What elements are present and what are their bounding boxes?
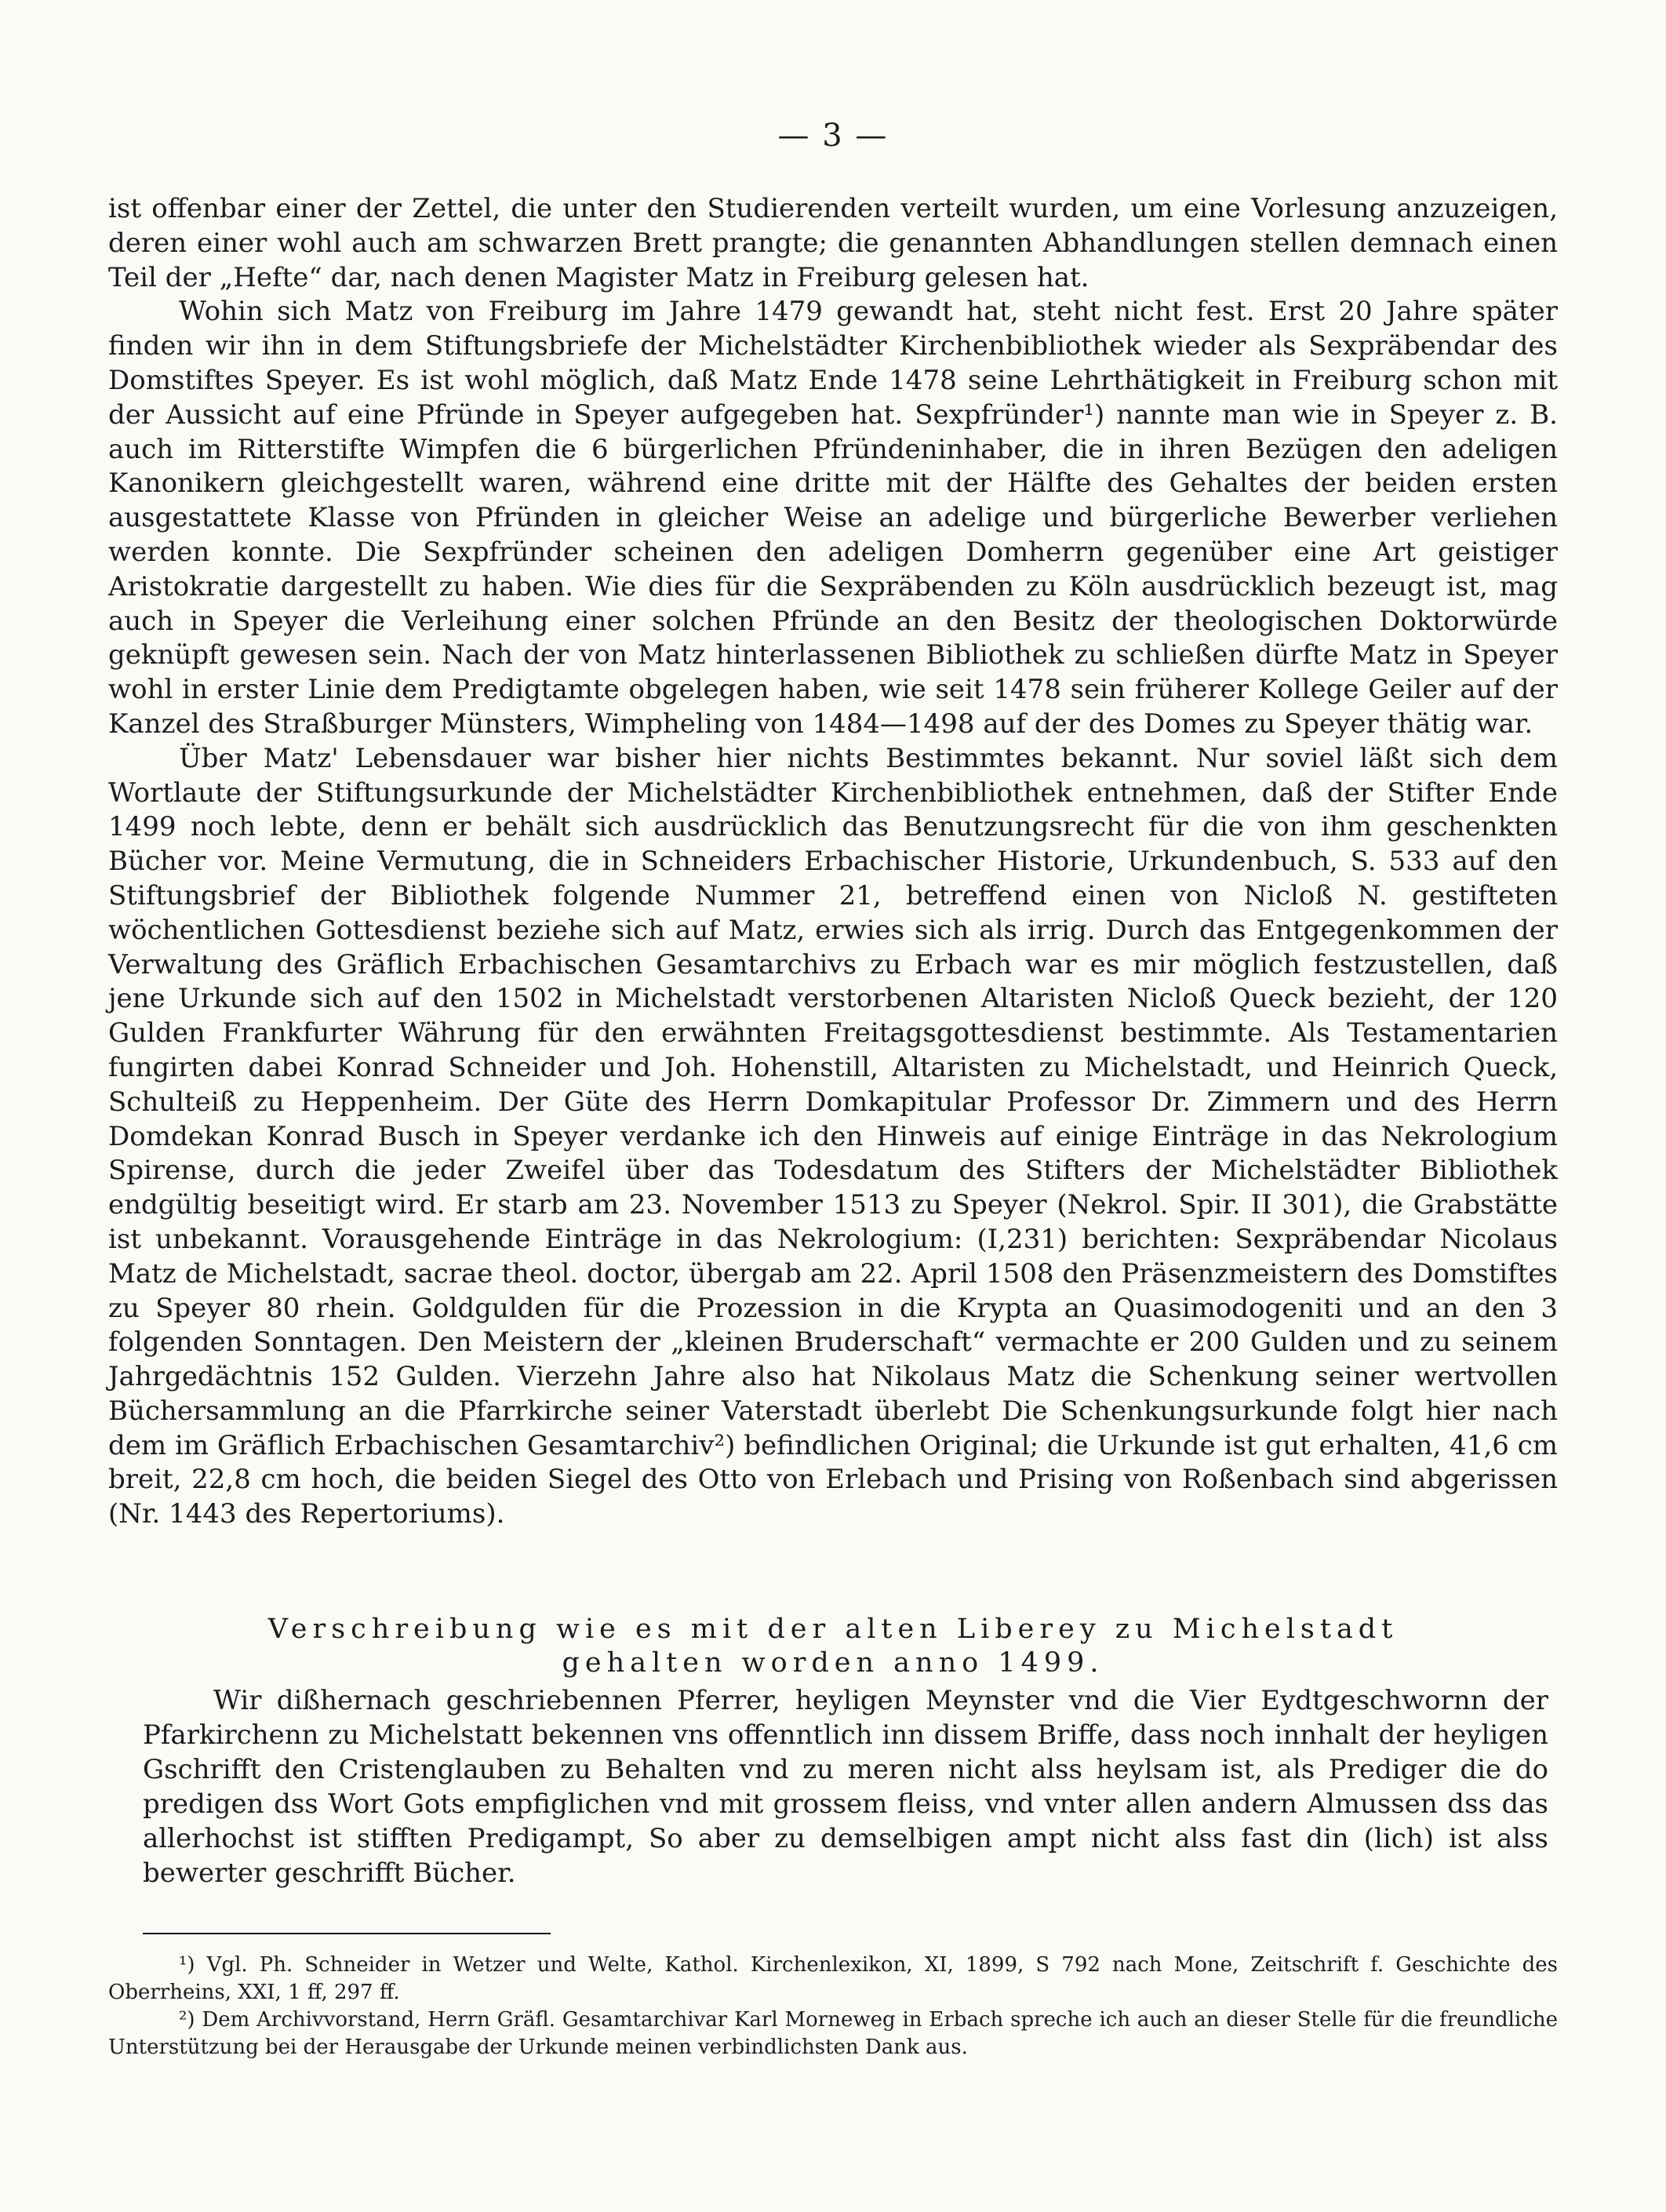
- footnote-2: ²) Dem Archivvorstand, Herrn Gräfl. Gesamtarchivar Karl Morneweg in Erbach spreche ich auch an dieser Stelle für die freundliche Unterstützung bei der Herausgabe der Urkunde meinen verbindlichsten Dank aus.: [108, 2008, 1558, 2059]
- footnote-divider: [143, 1933, 551, 1934]
- paragraph: ist offenbar einer der Zettel, die unter den Studierenden verteilt wurden, um eine Vorlesung anzuzeigen, deren einer wohl auch am schwarzen Brett prangte; die genannten Abhandlungen stellen demnach einen Teil der „Hefte“ dar, nach denen Magister Matz in Freiburg gelesen hat.: [108, 193, 1558, 293]
- charter-text: Wir dißhernach geschriebennen Pferrer, heyligen Meynster vnd die Vier Eydtgeschwornn der Pfarkirchenn zu Michelstatt bekennen vns offenntlich inn dissem Briffe, dass noch innhalt der heyligen Gschrifft den Cristenglauben zu Behalten vnd zu meren nicht alss heylsam ist, als Prediger die do predigen dss Wort Gots empfiglichen vnd mit grossem fleiss, vnd vnter allen andern Almussen dss das allerhochst ist stifften Predigampt, So aber zu demselbigen ampt nicht alss fast din (lich) ist alss bewerter geschrifft Bücher.: [143, 1685, 1548, 1889]
- charter-title: [108, 1613, 1558, 1680]
- footnote-1: ¹) Vgl. Ph. Schneider in Wetzer und Welte, Kathol. Kirchenlexikon, XI, 1899, S 792 nach Mone, Zeitschrift f. Geschichte des Oberrheins, XXI, 1 ff, 297 ff.: [108, 1953, 1558, 2004]
- footnotes: [108, 1952, 1558, 2061]
- charter-title-line: gehalten worden anno 1499.: [562, 1647, 1104, 1679]
- page-number: — 3 —: [777, 118, 889, 154]
- paragraph: Über Matz' Lebensdauer war bisher hier nichts Bestimmtes bekannt. Nur soviel läßt sich dem Wortlaute der Stiftungsurkunde der Michelstädter Kirchenbibliothek entnehmen, daß der Stifter Ende 1499 noch lebte, denn er behält sich ausdrücklich das Benutzungsrecht für die von ihm geschenkten Bücher vor. Meine Vermutung, die in Schneiders Erbachischer Historie, Urkundenbuch, S. 533 auf den Stiftungsbrief der Bibliothek folgende Nummer 21, betreffend einen von Nicloß N. gestifteten wöchentlichen Gottesdienst beziehe sich auf Matz, erwies sich als irrig. Durch das Entgegenkommen der Verwaltung des Gräflich Erbachischen Gesamtarchivs zu Erbach war es mir möglich festzustellen, daß jene Urkunde sich auf den 1502 in Michelstadt verstorbenen Altaristen Nicloß Queck bezieht, der 120 Gulden Frankfurter Währung für den erwähnten Freitagsgottesdienst bestimmte. Als Testamentarien fungirten dabei Konrad Schneider und Joh. Hohenstill, Altaristen zu Michelstadt, und Heinrich Queck, Schulteiß zu Heppenheim. Der Güte des Herrn Domkapitular Professor Dr. Zimmern und des Herrn Domdekan Konrad Busch in Speyer verdanke ich den Hinweis auf einige Einträge in das Nekrologium Spirense, durch die jeder Zweifel über das Todesdatum des Stifters der Michelstädter Bibliothek endgültig beseitigt wird. Er starb am 23. November 1513 zu Speyer (Nekrol. Spir. II 301), die Grabstätte ist unbekannt. Vorausgehende Einträge in das Nekrologium: (I,231) berichten: Sexpräbendar Nicolaus Matz de Michelstadt, sacrae theol. doctor, übergab am 22. April 1508 den Präsenzmeistern des Domstiftes zu Speyer 80 rhein. Goldgulden für die Prozession in die Krypta an Quasimodogeniti und an den 3 folgenden Sonntagen. Den Meistern der „kleinen Bruderschaft“ vermachte er 200 Gulden und zu seinem Jahrgedächtnis 152 Gulden. Vierzehn Jahre also hat Nikolaus Matz die Schenkung seiner wertvollen Büchersammlung an die Pfarrkirche seiner Vaterstadt überlebt Die Schenkungsurkunde folgt hier nach dem im Gräflich Erbachischen Gesamtarchiv²) befindlichen Original; die Urkunde ist gut erhalten, 41,6 cm breit, 22,8 cm hoch, die beiden Siegel des Otto von Erlebach und Prising von Roßenbach sind abgerissen (Nr. 1443 des Repertoriums).: [108, 742, 1558, 1530]
- body-text: [108, 192, 1558, 1532]
- paragraph: Wohin sich Matz von Freiburg im Jahre 1479 gewandt hat, steht nicht fest. Erst 20 Jahre später finden wir ihn in dem Stiftungsbriefe der Michelstädter Kirchenbibliothek wieder als Sexpräbendar des Domstiftes Speyer. Es ist wohl möglich, daß Matz Ende 1478 seine Lehrthätigkeit in Freiburg schon mit der Aussicht auf eine Pfründe in Speyer aufgegeben hat. Sexpfründer¹) nannte man wie in Speyer z. B. auch im Ritterstifte Wimpfen die 6 bürgerlichen Pfründeninhaber, die in ihren Bezügen den adeligen Kanonikern gleichgestellt waren, während eine dritte mit der Hälfte des Gehaltes der beiden ersten ausgestattete Klasse von Pfründen in gleicher Weise an adelige und bürgerliche Bewerber verliehen werden konnte. Die Sexpfründer scheinen den adeligen Domherrn gegenüber eine Art geistiger Aristokratie dargestellt zu haben. Wie dies für die Sexpräbenden zu Köln ausdrücklich bezeugt ist, mag auch in Speyer die Verleihung einer solchen Pfründe an den Besitz der theologischen Doktorwürde geknüpft gewesen sein. Nach der von Matz hinterlassenen Bibliothek zu schließen dürfte Matz in Speyer wohl in erster Linie dem Predigtamte obgelegen haben, wie seit 1478 sein früherer Kollege Geiler auf der Kanzel des Straßburger Münsters, Wimpheling von 1484—1498 auf der des Domes zu Speyer thätig war.: [108, 296, 1558, 740]
- charter-title-line: Verschreibung wie es mit der alten Liberey zu Michelstadt: [267, 1614, 1399, 1645]
